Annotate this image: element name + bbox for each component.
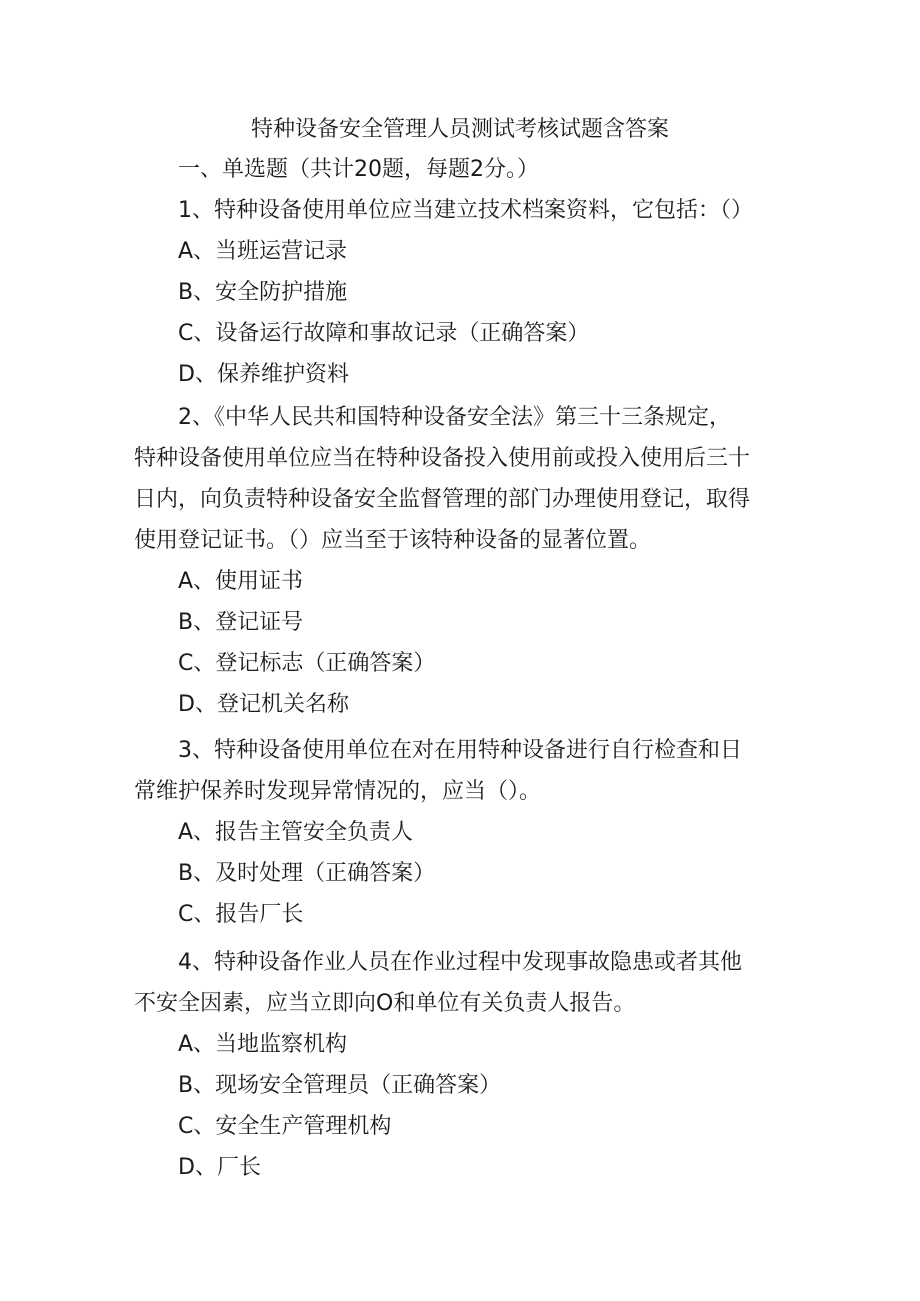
question-1-option-c: C、设备运行故障和事故记录（正确答案） <box>178 321 590 346</box>
question-3-option-a: A、报告主管安全负责人 <box>178 820 414 845</box>
question-4-line-1: 4、特种设备作业人员在作业过程中发现事故隐患或者其他 <box>178 950 742 975</box>
question-4-option-c: C、安全生产管理机构 <box>178 1114 392 1139</box>
question-1-line-1: 1、特种设备使用单位应当建立技术档案资料，它包括：（） <box>178 198 753 223</box>
question-1-option-b: B、安全防护措施 <box>178 280 348 305</box>
question-4-line-2: 不安全因素，应当立即向O和单位有关负责人报告。 <box>134 991 636 1016</box>
question-3-option-c: C、报告厂长 <box>178 902 304 927</box>
question-2-line-3: 日内，向负责特种设备安全监督管理的部门办理使用登记，取得 <box>134 487 751 512</box>
question-2-line-1: 2、《中华人民共和国特种设备安全法》第三十三条规定， <box>178 405 731 430</box>
question-3-option-b: B、及时处理（正确答案） <box>178 861 436 886</box>
question-4-option-b: B、现场安全管理员（正确答案） <box>178 1073 502 1098</box>
question-2-option-d: D、登记机关名称 <box>178 692 349 717</box>
question-4-option-d: D、厂长 <box>178 1155 261 1180</box>
question-4-option-a: A、当地监察机构 <box>178 1032 348 1057</box>
question-1-option-a: A、当班运营记录 <box>178 239 348 264</box>
document-title: 特种设备安全管理人员测试考核试题含答案 <box>250 117 669 142</box>
question-3-line-2: 常维护保养时发现异常情况的，应当（）。 <box>134 779 542 804</box>
question-2-line-4: 使用登记证书。（）应当至于该特种设备的显著位置。 <box>134 528 652 553</box>
question-2-option-a: A、使用证书 <box>178 569 304 594</box>
question-1-option-d: D、保养维护资料 <box>178 362 349 387</box>
question-2-option-b: B、登记证号 <box>178 610 304 635</box>
question-3-line-1: 3、特种设备使用单位在对在用特种设备进行自行检查和日 <box>178 738 742 763</box>
question-2-option-c: C、登记标志（正确答案） <box>178 651 436 676</box>
question-2-line-2: 特种设备使用单位应当在特种设备投入使用前或投入使用后三十 <box>134 446 751 471</box>
section-heading: 一、单选题（共计20题，每题2分。） <box>178 157 539 182</box>
